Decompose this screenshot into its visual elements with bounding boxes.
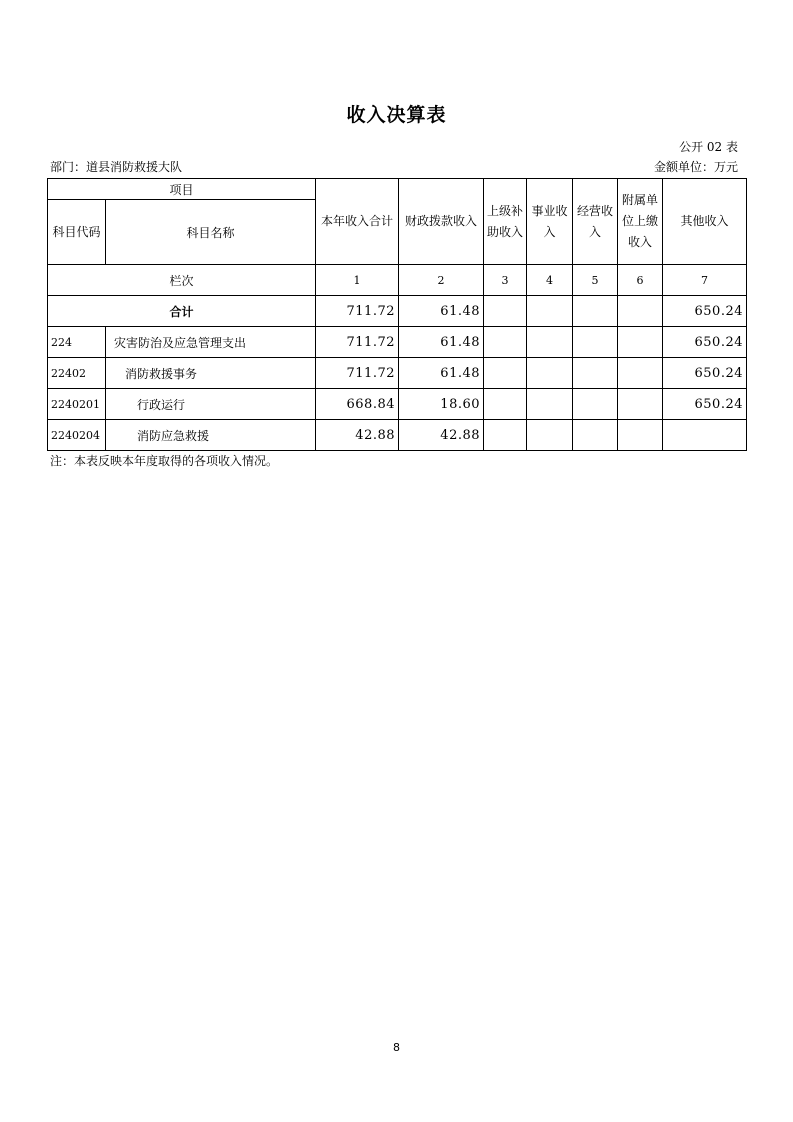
fiscal-cell: 42.88	[399, 420, 484, 451]
header-subject-code: 科目代码	[48, 200, 106, 265]
subject-code: 2240201	[48, 389, 106, 420]
business-cell	[527, 358, 573, 389]
subject-name: 消防救援事务	[106, 358, 316, 389]
header-other-income: 其他收入	[663, 179, 747, 265]
business-cell	[527, 389, 573, 420]
column-index: 6	[618, 265, 663, 296]
subject-code: 22402	[48, 358, 106, 389]
business-cell	[527, 327, 573, 358]
subject-name: 灾害防治及应急管理支出	[106, 327, 316, 358]
operation-cell	[573, 389, 618, 420]
header-project: 项目	[48, 179, 316, 200]
table-row	[48, 420, 747, 451]
total-income-value: 711.72	[316, 296, 399, 327]
total-income-cell: 42.88	[316, 420, 399, 451]
affiliated-cell	[618, 327, 663, 358]
affiliated-cell	[618, 420, 663, 451]
table-note: 注：本表反映本年度取得的各项收入情况。	[50, 454, 279, 468]
header-operation-income: 经营收入	[573, 179, 618, 265]
page-title: 收入决算表	[346, 104, 447, 126]
total-superior-value	[484, 296, 527, 327]
affiliated-cell	[618, 358, 663, 389]
total-label: 合计	[48, 296, 316, 327]
total-income-cell: 711.72	[316, 327, 399, 358]
total-operation-value	[573, 296, 618, 327]
other-cell: 650.24	[663, 327, 747, 358]
fiscal-cell: 18.60	[399, 389, 484, 420]
page-number: 8	[393, 1041, 400, 1054]
header-total-income: 本年收入合计	[316, 179, 399, 265]
table-row	[48, 389, 747, 420]
superior-cell	[484, 327, 527, 358]
header-row-project	[48, 179, 747, 200]
header-business-income: 事业收入	[527, 179, 573, 265]
form-number: 公开 02 表	[679, 140, 738, 154]
department-label: 部门：道县消防救援大队	[50, 160, 183, 174]
total-affiliated-value	[618, 296, 663, 327]
fiscal-cell: 61.48	[399, 327, 484, 358]
operation-cell	[573, 358, 618, 389]
fiscal-cell: 61.48	[399, 358, 484, 389]
column-number-label: 栏次	[48, 265, 316, 296]
total-fiscal-value: 61.48	[399, 296, 484, 327]
column-index: 2	[399, 265, 484, 296]
subject-code: 224	[48, 327, 106, 358]
column-index: 3	[484, 265, 527, 296]
column-index: 5	[573, 265, 618, 296]
operation-cell	[573, 327, 618, 358]
affiliated-cell	[618, 389, 663, 420]
column-index: 7	[663, 265, 747, 296]
table-row	[48, 358, 747, 389]
header-subject-name: 科目名称	[106, 200, 316, 265]
header-fiscal-appropriation: 财政拨款收入	[399, 179, 484, 265]
other-cell: 650.24	[663, 358, 747, 389]
total-business-value	[527, 296, 573, 327]
other-cell: 650.24	[663, 389, 747, 420]
column-number-row	[48, 265, 747, 296]
business-cell	[527, 420, 573, 451]
column-index: 1	[316, 265, 399, 296]
superior-cell	[484, 420, 527, 451]
column-index: 4	[527, 265, 573, 296]
subject-name: 行政运行	[106, 389, 316, 420]
total-other-value: 650.24	[663, 296, 747, 327]
total-income-cell: 668.84	[316, 389, 399, 420]
total-income-cell: 711.72	[316, 358, 399, 389]
other-cell	[663, 420, 747, 451]
income-final-accounts-table	[47, 178, 747, 451]
superior-cell	[484, 358, 527, 389]
header-affiliated-income: 附属单位上缴收入	[618, 179, 663, 265]
subject-code: 2240204	[48, 420, 106, 451]
superior-cell	[484, 389, 527, 420]
table-row	[48, 327, 747, 358]
subject-name: 消防应急救援	[106, 420, 316, 451]
amount-unit-label: 金额单位：万元	[653, 160, 738, 174]
header-superior-subsidy: 上级补助收入	[484, 179, 527, 265]
operation-cell	[573, 420, 618, 451]
total-row	[48, 296, 747, 327]
